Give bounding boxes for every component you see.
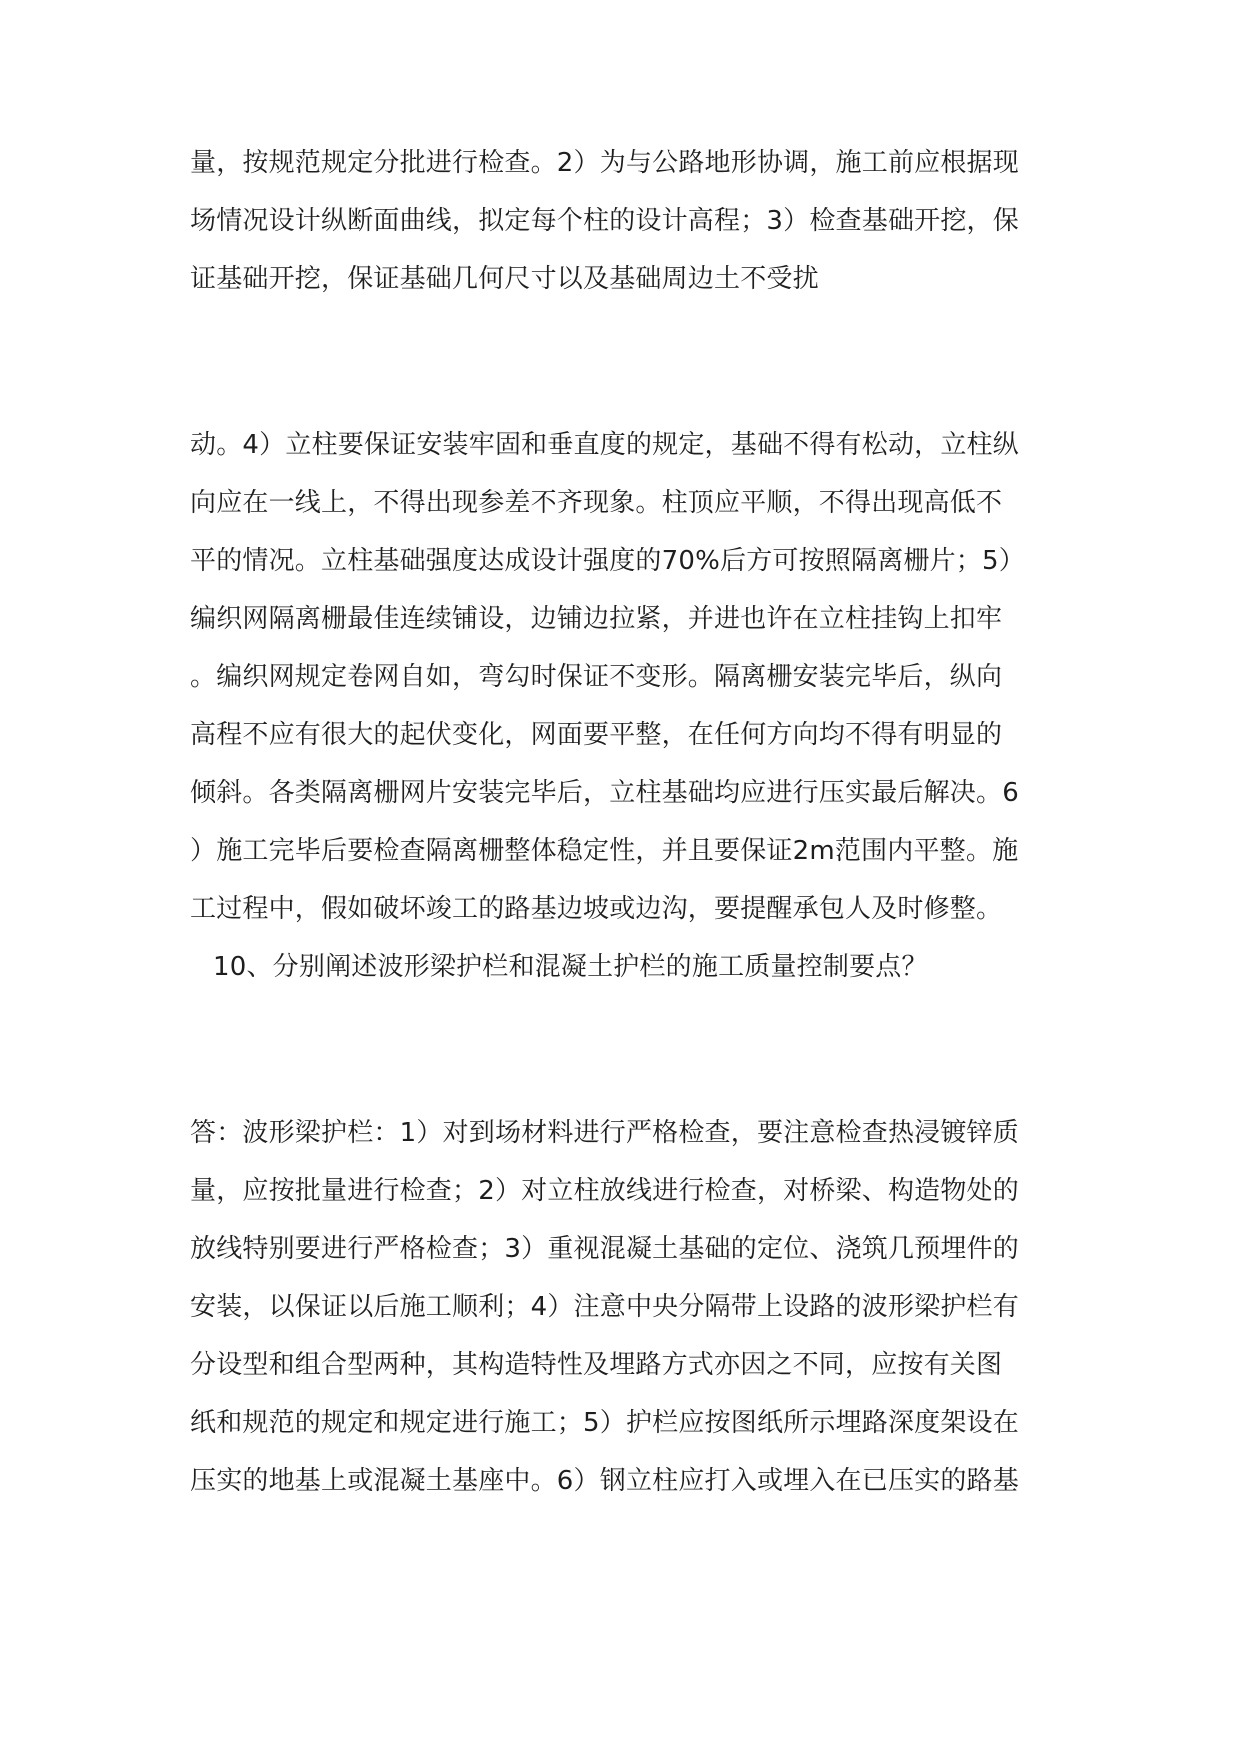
paragraph-line: 分设型和组合型两种，其构造特性及埋路方式亦因之不同，应按有关图: [190, 1350, 1003, 1380]
paragraph-line: 量，按规范规定分批进行检查。2）为与公路地形协调，施工前应根据现: [190, 148, 1019, 178]
paragraph-line: 编织网隔离栅最佳连续铺设，边铺边拉紧，并进也许在立柱挂钩上扣牢: [190, 604, 1003, 634]
paragraph-line: 动。4）立柱要保证安装牢固和垂直度的规定，基础不得有松动，立柱纵: [190, 430, 1019, 460]
paragraph-line: 。编织网规定卷网自如，弯勾时保证不变形。隔离栅安装完毕后，纵向: [190, 662, 1003, 692]
paragraph-line: 倾斜。各类隔离栅网片安装完毕后，立柱基础均应进行压实最后解决。6: [190, 778, 1019, 808]
paragraph-line: 工过程中，假如破坏竣工的路基边坡或边沟，要提醒承包人及时修整。: [190, 894, 1003, 924]
paragraph-line: 场情况设计纵断面曲线，拟定每个柱的设计高程；3）检查基础开挖，保: [190, 206, 1019, 236]
paragraph-line: 答：波形梁护栏：1）对到场材料进行严格检查，要注意检查热浸镀锌质: [190, 1118, 1019, 1148]
paragraph-line: 向应在一线上，不得出现参差不齐现象。柱顶应平顺，不得出现高低不: [190, 488, 1003, 518]
paragraph-line: 平的情况。立柱基础强度达成设计强度的70%后方可按照隔离栅片；5）: [190, 546, 1025, 576]
paragraph-line: 纸和规范的规定和规定进行施工；5）护栏应按图纸所示埋路深度架设在: [190, 1408, 1019, 1438]
paragraph-line: 证基础开挖，保证基础几何尺寸以及基础周边土不受扰: [190, 264, 819, 294]
paragraph-line: 高程不应有很大的起伏变化，网面要平整，在任何方向均不得有明显的: [190, 720, 1003, 750]
question-heading: 10、分别阐述波形梁护栏和混凝土护栏的施工质量控制要点？: [213, 952, 928, 982]
paragraph-line: ）施工完毕后要检查隔离栅整体稳定性，并且要保证2m范围内平整。施: [190, 836, 1019, 866]
paragraph-line: 放线特别要进行严格检查；3）重视混凝土基础的定位、浇筑几预埋件的: [190, 1234, 1019, 1264]
paragraph-line: 安装，以保证以后施工顺利；4）注意中央分隔带上设路的波形梁护栏有: [190, 1292, 1019, 1322]
paragraph-line: 量，应按批量进行检查；2）对立柱放线进行检查，对桥梁、构造物处的: [190, 1176, 1019, 1206]
paragraph-line: 压实的地基上或混凝土基座中。6）钢立柱应打入或埋入在已压实的路基: [190, 1466, 1019, 1496]
